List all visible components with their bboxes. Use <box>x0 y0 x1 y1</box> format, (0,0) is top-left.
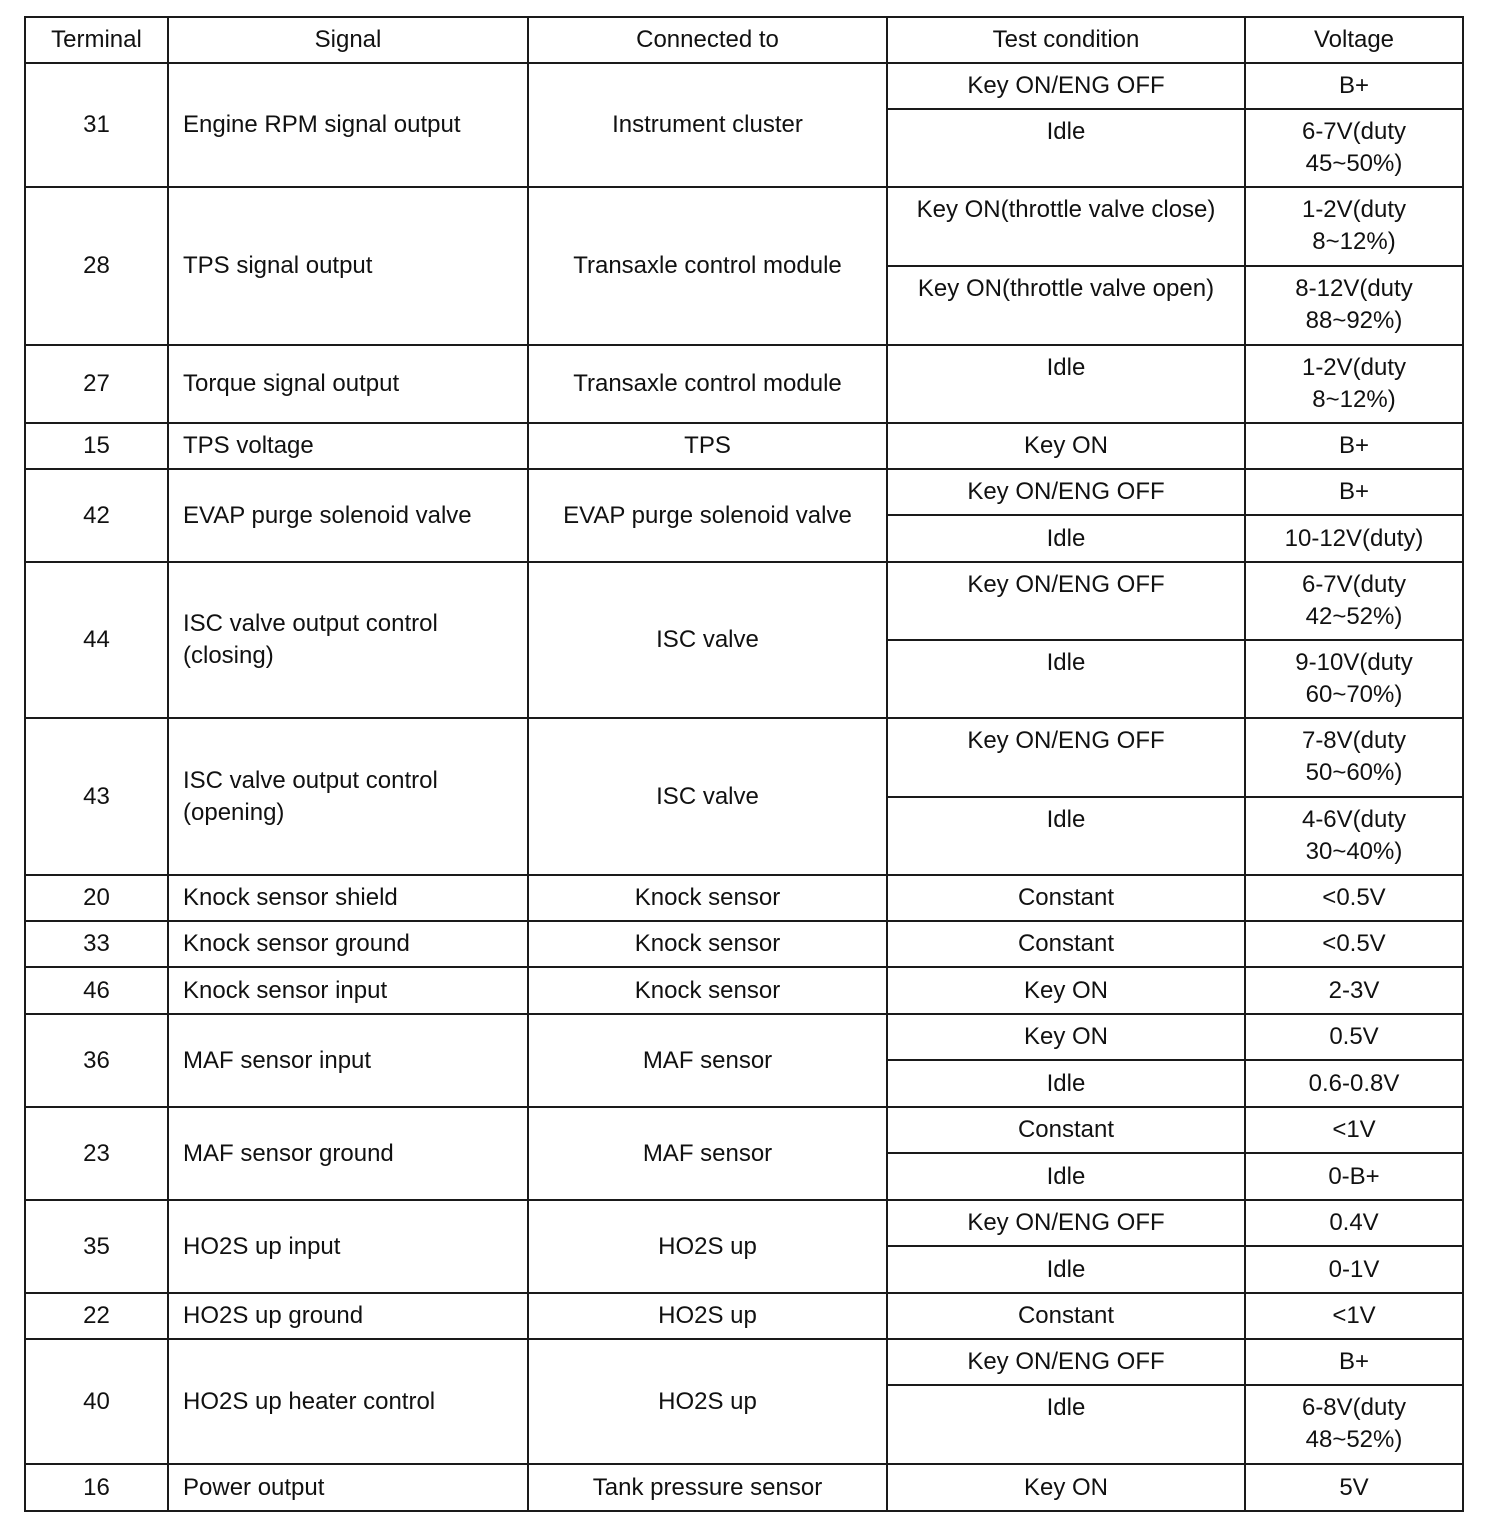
test-condition-cell: Key ON(throttle valve open) <box>887 266 1245 345</box>
terminal-cell: 28 <box>25 187 168 345</box>
connected-to-cell: Transaxle control module <box>528 187 887 345</box>
terminal-cell: 15 <box>25 423 168 469</box>
table-row <box>25 562 1463 640</box>
table-row <box>25 1200 1463 1246</box>
table-row <box>25 469 1463 515</box>
header-terminal: Terminal <box>25 17 168 63</box>
header-connected-to: Connected to <box>528 17 887 63</box>
signal-cell: TPS voltage <box>168 423 528 469</box>
signal-cell: MAF sensor ground <box>168 1107 528 1200</box>
connected-to-cell: Knock sensor <box>528 875 887 921</box>
test-condition-cell: Constant <box>887 1107 1245 1153</box>
connected-to-cell: Instrument cluster <box>528 63 887 187</box>
table-row <box>25 423 1463 469</box>
connected-to-cell: Tank pressure sensor <box>528 1464 887 1511</box>
connected-to-cell: ISC valve <box>528 562 887 718</box>
header-test-condition: Test condition <box>887 17 1245 63</box>
voltage-cell: B+ <box>1245 469 1463 515</box>
test-condition-cell: Key ON/ENG OFF <box>887 1200 1245 1246</box>
test-condition-cell: Key ON(throttle valve close) <box>887 187 1245 266</box>
terminal-cell: 46 <box>25 967 168 1014</box>
terminal-cell: 40 <box>25 1339 168 1464</box>
terminal-cell: 27 <box>25 345 168 423</box>
voltage-cell: <0.5V <box>1245 875 1463 921</box>
signal-cell: Torque signal output <box>168 345 528 423</box>
test-condition-cell: Key ON <box>887 1464 1245 1511</box>
signal-cell: MAF sensor input <box>168 1014 528 1107</box>
test-condition-cell: Idle <box>887 345 1245 423</box>
voltage-cell: 0-1V <box>1245 1246 1463 1293</box>
test-condition-cell: Idle <box>887 1246 1245 1293</box>
signal-cell: Knock sensor input <box>168 967 528 1014</box>
voltage-cell: B+ <box>1245 63 1463 109</box>
test-condition-cell: Key ON/ENG OFF <box>887 718 1245 797</box>
table-row <box>25 921 1463 967</box>
test-condition-cell: Key ON/ENG OFF <box>887 469 1245 515</box>
connected-to-cell: MAF sensor <box>528 1107 887 1200</box>
signal-cell: HO2S up heater control <box>168 1339 528 1464</box>
voltage-cell: 4-6V(duty 30~40%) <box>1245 797 1463 875</box>
signal-cell: HO2S up input <box>168 1200 528 1293</box>
terminal-cell: 33 <box>25 921 168 967</box>
signal-cell: ISC valve output control (closing) <box>168 562 528 718</box>
test-condition-cell: Idle <box>887 640 1245 718</box>
table-row <box>25 1339 1463 1385</box>
table-body <box>25 63 1463 1511</box>
connected-to-cell: Knock sensor <box>528 921 887 967</box>
table-row <box>25 1014 1463 1060</box>
table-row <box>25 1293 1463 1339</box>
test-condition-cell: Idle <box>887 797 1245 875</box>
voltage-cell: 0.6-0.8V <box>1245 1060 1463 1107</box>
test-condition-cell: Idle <box>887 1153 1245 1200</box>
test-condition-cell: Constant <box>887 1293 1245 1339</box>
test-condition-cell: Key ON/ENG OFF <box>887 1339 1245 1385</box>
terminal-cell: 16 <box>25 1464 168 1511</box>
connected-to-cell: TPS <box>528 423 887 469</box>
table-row <box>25 967 1463 1014</box>
connected-to-cell: MAF sensor <box>528 1014 887 1107</box>
connected-to-cell: Knock sensor <box>528 967 887 1014</box>
voltage-cell: 1-2V(duty 8~12%) <box>1245 187 1463 266</box>
voltage-cell: 2-3V <box>1245 967 1463 1014</box>
test-condition-cell: Key ON <box>887 967 1245 1014</box>
voltage-cell: <0.5V <box>1245 921 1463 967</box>
connected-to-cell: Transaxle control module <box>528 345 887 423</box>
voltage-cell: 0.5V <box>1245 1014 1463 1060</box>
voltage-cell: 0-B+ <box>1245 1153 1463 1200</box>
header-voltage: Voltage <box>1245 17 1463 63</box>
signal-cell: Engine RPM signal output <box>168 63 528 187</box>
connected-to-cell: ISC valve <box>528 718 887 875</box>
connected-to-cell: EVAP purge solenoid valve <box>528 469 887 562</box>
voltage-cell: 6-7V(duty 42~52%) <box>1245 562 1463 640</box>
signal-cell: Knock sensor ground <box>168 921 528 967</box>
voltage-cell: <1V <box>1245 1107 1463 1153</box>
table-row <box>25 875 1463 921</box>
test-condition-cell: Idle <box>887 1385 1245 1464</box>
table-row <box>25 1107 1463 1153</box>
terminal-cell: 35 <box>25 1200 168 1293</box>
voltage-cell: 1-2V(duty 8~12%) <box>1245 345 1463 423</box>
test-condition-cell: Idle <box>887 109 1245 187</box>
header-signal: Signal <box>168 17 528 63</box>
table-row <box>25 63 1463 109</box>
voltage-cell: B+ <box>1245 423 1463 469</box>
test-condition-cell: Idle <box>887 515 1245 562</box>
terminal-cell: 42 <box>25 469 168 562</box>
table-row <box>25 1464 1463 1511</box>
test-condition-cell: Key ON/ENG OFF <box>887 63 1245 109</box>
test-condition-cell: Constant <box>887 921 1245 967</box>
terminal-spec-table <box>24 16 1464 1512</box>
test-condition-cell: Idle <box>887 1060 1245 1107</box>
voltage-cell: 0.4V <box>1245 1200 1463 1246</box>
signal-cell: TPS signal output <box>168 187 528 345</box>
terminal-cell: 36 <box>25 1014 168 1107</box>
signal-cell: HO2S up ground <box>168 1293 528 1339</box>
voltage-cell: 9-10V(duty 60~70%) <box>1245 640 1463 718</box>
voltage-cell: 6-7V(duty 45~50%) <box>1245 109 1463 187</box>
test-condition-cell: Key ON <box>887 423 1245 469</box>
terminal-cell: 31 <box>25 63 168 187</box>
test-condition-cell: Key ON <box>887 1014 1245 1060</box>
voltage-cell: 10-12V(duty) <box>1245 515 1463 562</box>
terminal-cell: 20 <box>25 875 168 921</box>
terminal-cell: 23 <box>25 1107 168 1200</box>
table-row <box>25 345 1463 423</box>
voltage-cell: B+ <box>1245 1339 1463 1385</box>
table-row <box>25 187 1463 266</box>
terminal-cell: 43 <box>25 718 168 875</box>
terminal-cell: 22 <box>25 1293 168 1339</box>
voltage-cell: 7-8V(duty 50~60%) <box>1245 718 1463 797</box>
signal-cell: ISC valve output control (opening) <box>168 718 528 875</box>
header-row <box>25 17 1463 63</box>
voltage-cell: 5V <box>1245 1464 1463 1511</box>
signal-cell: Knock sensor shield <box>168 875 528 921</box>
table-row <box>25 718 1463 797</box>
test-condition-cell: Key ON/ENG OFF <box>887 562 1245 640</box>
terminal-cell: 44 <box>25 562 168 718</box>
test-condition-cell: Constant <box>887 875 1245 921</box>
connected-to-cell: HO2S up <box>528 1339 887 1464</box>
voltage-cell: <1V <box>1245 1293 1463 1339</box>
voltage-cell: 8-12V(duty 88~92%) <box>1245 266 1463 345</box>
signal-cell: Power output <box>168 1464 528 1511</box>
connected-to-cell: HO2S up <box>528 1293 887 1339</box>
voltage-cell: 6-8V(duty 48~52%) <box>1245 1385 1463 1464</box>
connected-to-cell: HO2S up <box>528 1200 887 1293</box>
signal-cell: EVAP purge solenoid valve <box>168 469 528 562</box>
